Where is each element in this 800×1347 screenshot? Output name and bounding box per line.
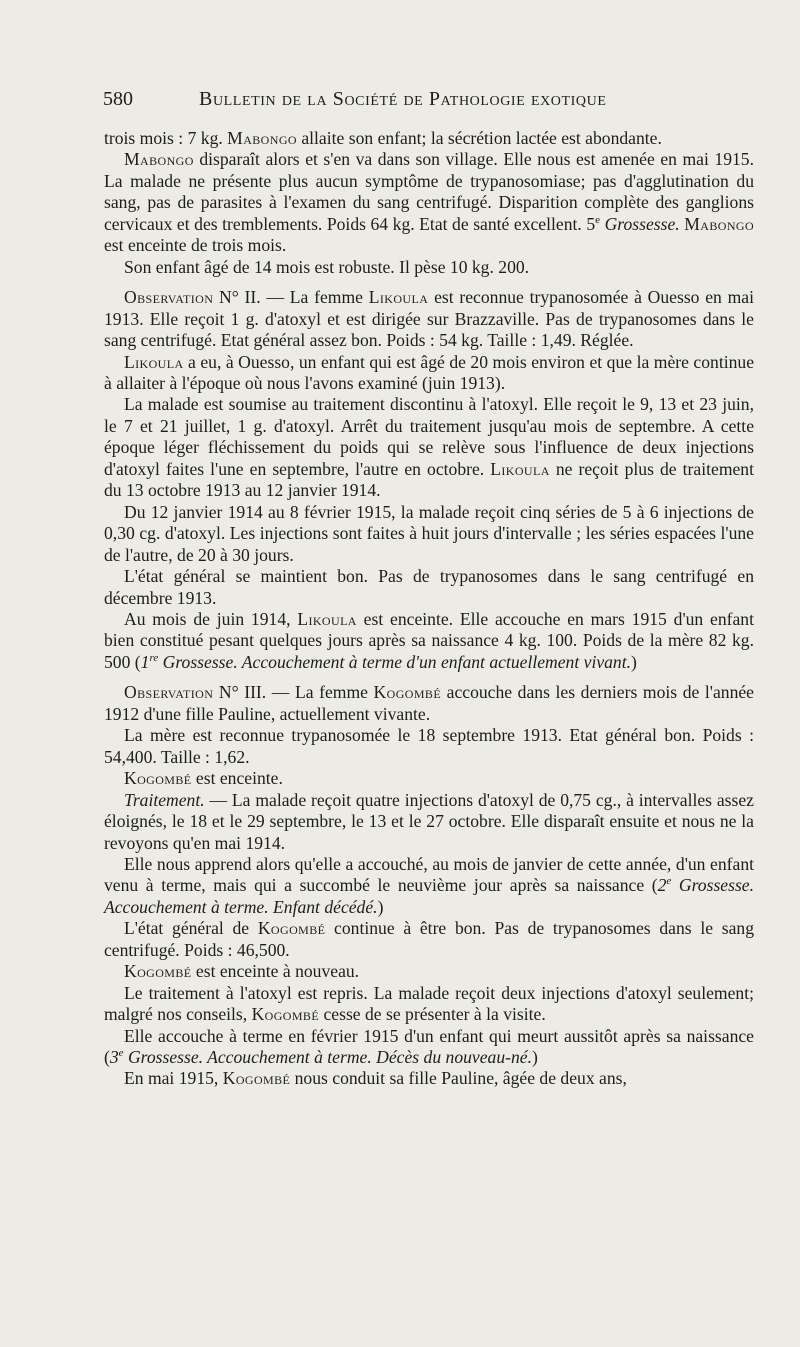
paragraph xyxy=(104,790,754,854)
text-run: continue à être bon. Pas de trypanosomes dans le sang centrifugé. Poids : 46,500. xyxy=(104,918,754,960)
name-smallcaps: Observation xyxy=(124,287,214,308)
name-smallcaps: Mabongo xyxy=(227,128,297,148)
superscript: e xyxy=(595,213,601,226)
text-run: L'état général de xyxy=(124,918,258,939)
text-run: est enceinte. Elle accouche en mars 1915 d'un enfant bien constitué pesant quelques jours après sa naissance 4 kg. 100. Poids de la mère 82 kg. 500 ( xyxy=(104,608,754,672)
page-number: 580 xyxy=(103,88,133,110)
text-run: ) xyxy=(631,651,637,672)
superscript: e xyxy=(666,875,672,888)
name-smallcaps: Observation xyxy=(124,682,214,703)
paragraph xyxy=(104,854,754,918)
italic-text: Grossesse. Accouchement à terme. Décès du nouveau-né. xyxy=(123,1047,532,1068)
paragraph xyxy=(104,983,754,1026)
text-run: Elle nous apprend alors qu'elle a accouché, au mois de janvier de cette année, d'un enfant venu à terme, mais qui a succombé le neuvième jour après sa naissance ( xyxy=(104,853,754,896)
italic-text: 1 xyxy=(140,651,150,672)
name-smallcaps: Kogombé xyxy=(373,682,442,703)
paragraph xyxy=(104,768,754,789)
text-run: cesse de se présenter à la visite. xyxy=(319,1004,546,1025)
text-run: En mai 1915, xyxy=(124,1068,223,1089)
paragraph xyxy=(104,725,754,768)
text-run: disparaît alors et s'en va dans son village. Elle nous est amenée en mai 1915. La malade ne présente plus aucun symptôme de trypanosomiase; pas d'agglutination du sang, pas de parasites à l'examen du sang centrifugé. Disparition complète des ganglions cervicaux et des tremblements. Poids 64 kg. Etat de santé excellent. 5 xyxy=(104,149,754,234)
italic-text: Grossesse. Accouchement à terme d'un enfant actuellement vivant. xyxy=(158,651,632,672)
text-run: nous conduit sa fille Pauline, âgée de deux ans, xyxy=(290,1068,627,1089)
italic-text: 2 xyxy=(657,875,667,896)
paragraph xyxy=(104,609,754,673)
paragraph xyxy=(104,502,754,566)
text-run: est enceinte. xyxy=(191,768,283,789)
text-run: La malade est soumise au traitement discontinu à l'atoxyl. Elle reçoit le 9, 13 et 23 juin, le 7 et 21 juillet, 1 g. d'atoxyl. Arrêt du traitement jusqu'au mois de septembre. A cette époque léger fléchissement du poids qui se relève sous l'influence de deux injections d'atoxyl faites l'une en septembre, l'autre en octobre. xyxy=(104,394,754,479)
text-run: allaite son enfant; la sécrétion lactée est abondante. xyxy=(296,128,662,148)
text-run: trois mois : 7 kg. xyxy=(104,128,228,148)
text-run: N° II. — La femme xyxy=(213,287,369,308)
text-run: Le traitement à l'atoxyl est repris. La malade reçoit deux injections d'atoxyl seulement; malgré nos conseils, xyxy=(104,982,754,1025)
paragraph xyxy=(104,961,754,982)
paragraph xyxy=(104,394,754,501)
text-run: — La malade reçoit quatre injections d'atoxyl de 0,75 cg., à intervalles assez éloignés, le 18 et le 29 septembre, le 13 et le 27 octobre. Elle disparaît ensuite et nous ne la revoyons qu'en mai 1914. xyxy=(104,789,754,853)
paragraph xyxy=(104,1068,754,1089)
text-run: est enceinte à nouveau. xyxy=(191,961,360,982)
text-run: est enceinte de trois mois. xyxy=(104,235,287,256)
name-smallcaps: Kogombé xyxy=(251,1004,320,1025)
text-run: est reconnue trypanosomée à Ouesso en mai 1913. Elle reçoit 1 g. d'atoxyl et est dirigée sur Brazzaville. Pas de trypanosomes dans le sang centrifugé. Etat général assez bon. Poids : 54 kg. Taille : 1,49. Réglée. xyxy=(104,287,754,351)
name-smallcaps: Mabongo xyxy=(124,149,194,170)
name-smallcaps: Kogombé xyxy=(124,961,192,982)
italic-text: Grossesse. xyxy=(600,213,680,234)
observation-heading-paragraph xyxy=(104,287,754,351)
body-text xyxy=(104,128,754,1090)
paragraph xyxy=(104,918,754,961)
name-smallcaps: Likoula xyxy=(490,458,550,479)
name-smallcaps: Mabongo xyxy=(684,213,755,234)
text-run: ) xyxy=(531,1047,538,1068)
text-run: a eu, à Ouesso, un enfant qui est âgé de 20 mois environ et que la mère continue à allaiter à l'époque où nous l'avons examiné (juin 1913). xyxy=(104,351,754,393)
name-smallcaps: Kogombé xyxy=(257,918,326,939)
text-run: ) xyxy=(377,896,384,917)
italic-text: Traitement. xyxy=(124,789,205,810)
name-smallcaps: Likoula xyxy=(297,608,357,629)
text-run: Elle accouche à terme en février 1915 d'un enfant qui meurt aussitôt après sa naissance ( xyxy=(104,1025,754,1068)
text-run: La mère est reconnue trypanosomée le 18 septembre 1913. Etat général bon. Poids : 54,400. Taille : 1,62. xyxy=(104,725,754,767)
text-run: Son enfant âgé de 14 mois est robuste. Il pèse 10 kg. 200. xyxy=(124,256,530,277)
paragraph xyxy=(104,257,754,278)
paragraph xyxy=(104,1026,754,1069)
text-run: Au mois de juin 1914, xyxy=(124,608,298,629)
paragraph xyxy=(104,566,754,609)
italic-text: Grossesse. Accouchement à terme. Enfant décédé. xyxy=(104,875,754,917)
name-smallcaps: Likoula xyxy=(368,287,429,308)
observation-heading-paragraph xyxy=(104,682,754,725)
paragraph xyxy=(104,352,754,395)
italic-text: 3 xyxy=(109,1047,119,1068)
name-smallcaps: Kogombé xyxy=(222,1068,291,1089)
name-smallcaps: Kogombé xyxy=(124,768,192,789)
superscript: e xyxy=(118,1047,124,1060)
text-run: accouche dans les derniers mois de l'année 1912 d'une fille Pauline, actuellement vivante. xyxy=(104,682,754,724)
paragraph xyxy=(104,149,754,256)
name-smallcaps: Likoula xyxy=(124,351,184,372)
paragraph xyxy=(104,128,754,149)
text-run: N° III. — La femme xyxy=(213,682,374,703)
text-run: L'état général se maintient bon. Pas de trypanosomes dans le sang centrifugé en décembre 1913. xyxy=(104,566,754,608)
text-run: Du 12 janvier 1914 au 8 février 1915, la malade reçoit cinq séries de 5 à 6 injections de 0,30 cg. d'atoxyl. Les injections sont faites à huit jours d'intervalle ; les séries espacées l'une de l'autre, de 20 à 30 jours. xyxy=(104,501,754,565)
journal-title: Bulletin de la Société de Pathologie exotique xyxy=(199,88,607,110)
text-run: ne reçoit plus de traitement du 13 octobre 1913 au 12 janvier 1914. xyxy=(104,458,754,501)
superscript: re xyxy=(149,652,159,665)
